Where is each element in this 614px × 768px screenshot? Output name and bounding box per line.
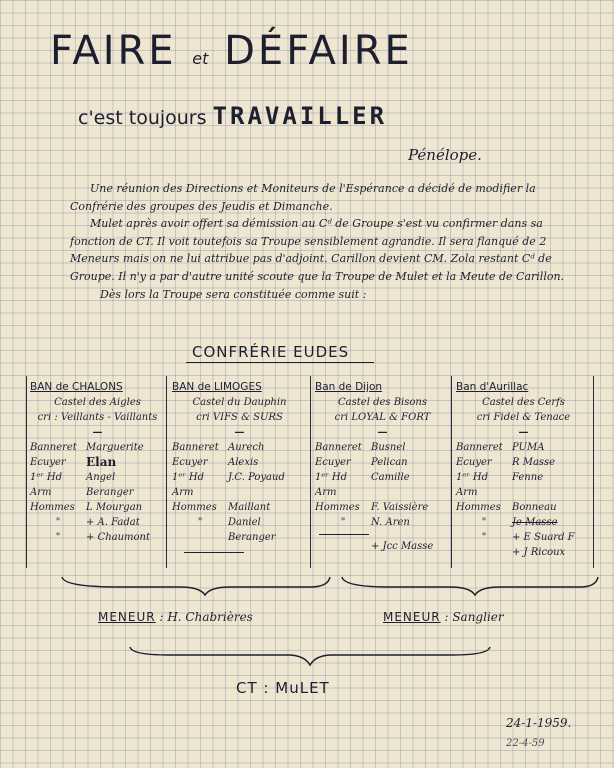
member-row: [315, 500, 450, 515]
member-name: F. Vaissière: [371, 502, 429, 513]
member-name: Camille: [371, 472, 410, 483]
ct-brace-path: [130, 647, 490, 665]
member-role: ": [197, 517, 203, 528]
member-row: [172, 515, 307, 545]
ban-name: Ban de Dijon: [315, 381, 383, 393]
member-row: [30, 515, 165, 530]
meneur-colon: :: [159, 610, 164, 624]
right-brace: [342, 577, 598, 595]
member-role: 1ᵉʳ Hd Arm: [172, 472, 205, 498]
meneur-name: H. Chabrières: [167, 610, 253, 624]
member-name: N. Aren: [371, 517, 410, 528]
title-faire: FAIRE: [50, 28, 177, 74]
member-name: Maillant: [228, 502, 271, 513]
member-role: Ecuyer: [315, 457, 351, 468]
member-name: Daniel Beranger: [228, 517, 276, 543]
left-brace: [62, 577, 330, 595]
ct-brace: [128, 645, 492, 671]
member-row: [315, 440, 450, 455]
member-name: R Masse: [512, 457, 556, 468]
member-row: [30, 500, 165, 515]
member-row: [456, 530, 591, 545]
member-row: [456, 515, 591, 530]
meneur-name: Sanglier: [452, 610, 504, 624]
member-role: 1ᵉʳ Hd Arm: [315, 472, 348, 498]
member-role: Banneret: [30, 442, 77, 453]
member-role: Hommes: [315, 502, 360, 513]
column-divider: [26, 376, 27, 568]
paragraph-1: Une réunion des Directions et Moniteurs de l'Espérance a décidé de modifier la Confrérie des groupes des Jeudis et Dimanche.: [70, 182, 536, 213]
meneur-label: MENEUR: [98, 610, 156, 624]
paragraph-3: Dès lors la Troupe sera constituée comme suit :: [100, 287, 367, 301]
ban-name: Ban d'Aurillac: [456, 381, 529, 393]
subtitle-start: c'est toujours: [78, 107, 207, 129]
member-row: [30, 455, 165, 470]
struck-out-entry: [319, 534, 369, 535]
member-role: ": [55, 517, 61, 528]
castel-name: Castel des Aigles: [54, 397, 141, 408]
column-divider: [451, 376, 452, 568]
member-role: Hommes: [172, 502, 217, 513]
member-name: + Jcc Masse: [371, 541, 434, 552]
member-role: ": [55, 532, 61, 543]
column-divider: [310, 376, 311, 568]
member-row: [30, 530, 165, 545]
member-row: [315, 539, 450, 554]
member-role: Ecuyer: [30, 457, 66, 468]
member-role: Banneret: [172, 442, 219, 453]
member-name: + J Ricoux: [512, 547, 566, 558]
ban-column-chalons: [30, 380, 165, 545]
member-name: Marguerite: [86, 442, 144, 453]
member-name: J.C. Poyaud: [228, 472, 285, 483]
member-name: + A. Fadat: [86, 517, 140, 528]
member-name: Bonneau: [512, 502, 557, 513]
date-secondary: 22-4-59: [506, 738, 545, 749]
member-role: 1ᵉʳ Hd Arm: [30, 472, 63, 498]
member-row: [456, 440, 591, 455]
member-row: [456, 545, 591, 560]
chef-de-troupe: [236, 679, 330, 697]
title-defaire: DÉFAIRE: [224, 28, 413, 74]
separator-dash: —: [518, 427, 529, 438]
member-name: Busnel: [371, 442, 406, 453]
cri: cri Fidel & Tenace: [476, 412, 571, 423]
meneur-label: MENEUR: [383, 610, 441, 624]
member-role: ": [481, 532, 487, 543]
member-row: [30, 440, 165, 455]
ban-column-limoges: [172, 380, 307, 560]
castel-name: Castel des Cerfs: [482, 397, 565, 408]
member-name: Aurech: [228, 442, 265, 453]
title-et: et: [192, 49, 209, 68]
ban-column-dijon: [315, 380, 450, 554]
body-text: [70, 180, 590, 303]
member-row: [315, 470, 450, 500]
member-name: + Chaumont: [86, 532, 151, 543]
member-role: [315, 539, 371, 554]
member-name: Pelican: [371, 457, 408, 468]
struck-out-entry: [184, 552, 244, 553]
confrerie-underline: [186, 362, 374, 363]
member-row: [456, 455, 591, 470]
member-name: L Mourgan: [86, 502, 143, 513]
member-row: [172, 500, 307, 515]
cri: cri : Veillants - Vaillants: [37, 412, 158, 423]
member-row: [172, 470, 307, 500]
separator-dash: —: [234, 427, 245, 438]
member-row: [172, 455, 307, 470]
member-role: Hommes: [456, 502, 501, 513]
castel-name: Castel du Dauphin: [192, 397, 287, 408]
member-row: [172, 440, 307, 455]
member-role: Banneret: [456, 442, 503, 453]
ct-name: MuLET: [275, 679, 330, 697]
column-divider: [593, 376, 594, 568]
column-divider: [166, 376, 167, 568]
member-role: Ecuyer: [172, 457, 208, 468]
member-name: Alexis: [228, 457, 259, 468]
meneur-two: [383, 610, 504, 624]
member-role: [456, 545, 512, 560]
date-primary: 24-1-1959.: [506, 716, 572, 730]
member-name: Fenne: [512, 472, 544, 483]
member-role: ": [340, 517, 346, 528]
member-name: Je Masse: [512, 517, 558, 528]
document-subtitle: [78, 102, 387, 130]
cri: cri VIFS & SURS: [196, 412, 283, 423]
member-role: 1ᵉʳ Hd Arm: [456, 472, 489, 498]
member-name: + E Suard F: [512, 532, 575, 543]
ban-column-aurillac: [456, 380, 591, 560]
grouping-braces: [60, 573, 600, 603]
member-row: [456, 500, 591, 515]
ban-name: BAN de LIMOGES: [172, 381, 262, 393]
member-role: Banneret: [315, 442, 362, 453]
signature-penelope: Pénélope.: [408, 146, 482, 164]
separator-dash: —: [377, 427, 388, 438]
member-name: Angel Beranger: [86, 472, 134, 498]
paragraph-2: Mulet après avoir offert sa démission au Cᵈ de Groupe s'est vu confirmer dans sa fonction de CT. Il voit toutefois sa Troupe sensiblement agrandie. Il sera flanqué de 2 Meneurs mais on ne lui attribue pas d'adjoint. Carillon devient CM. Zola restant Cᵈ de Groupe. Il n'y a par d'autre unité scoute que la Troupe de Mulet et la Meute de Carillon.: [70, 217, 565, 283]
meneur-colon: :: [444, 610, 449, 624]
member-row: [456, 470, 591, 500]
castel-name: Castel des Bisons: [338, 397, 427, 408]
member-role: Ecuyer: [456, 457, 492, 468]
separator-dash: —: [92, 427, 103, 438]
member-row: [315, 515, 450, 530]
member-name: Elan: [86, 455, 117, 469]
member-role: ": [481, 517, 487, 528]
member-row: [30, 470, 165, 500]
member-role: Hommes: [30, 502, 75, 513]
ct-colon: :: [263, 679, 270, 697]
member-name: PUMA: [512, 442, 545, 453]
confrerie-title: CONFRÉRIE EUDES: [192, 343, 350, 361]
ban-name: BAN de CHALONS: [30, 381, 123, 393]
subtitle-travailler: TRAVAILLER: [212, 102, 388, 130]
ct-label: CT: [236, 679, 258, 697]
document-title: [50, 28, 413, 74]
member-row: [315, 455, 450, 470]
meneur-one: [98, 610, 253, 624]
cri: cri LOYAL & FORT: [334, 412, 431, 423]
